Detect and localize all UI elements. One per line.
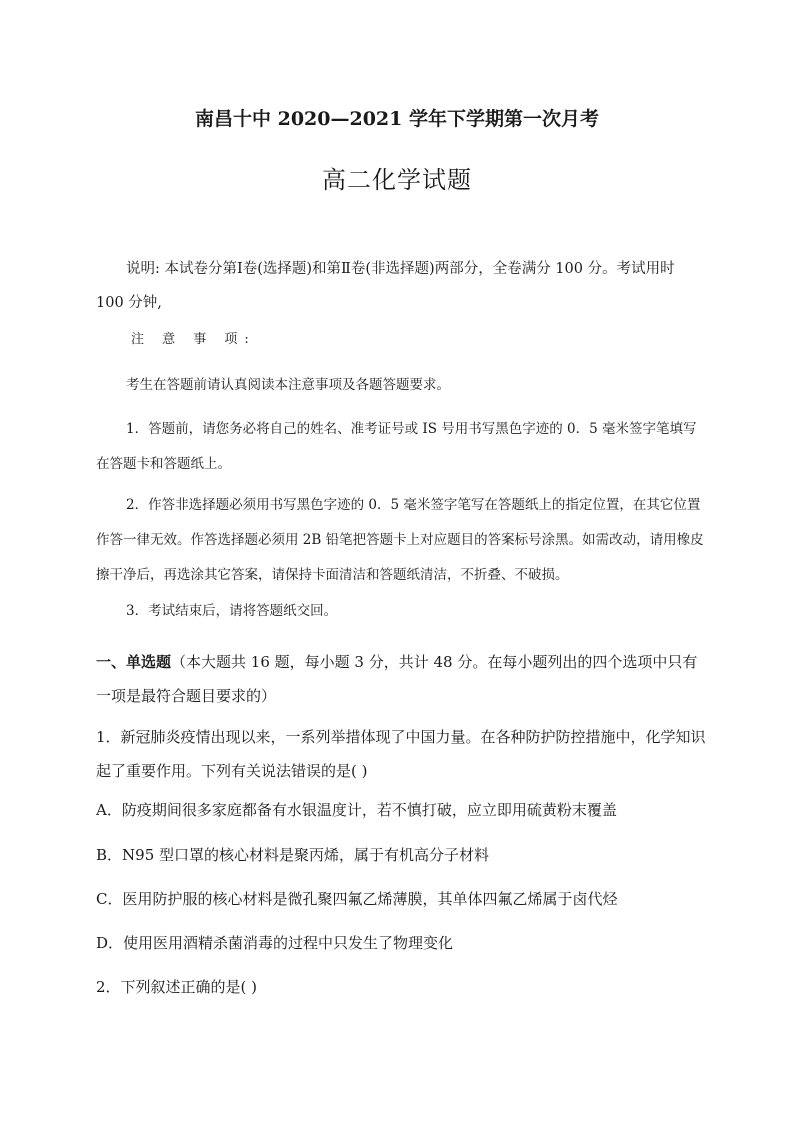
question-1-stem: 1．新冠肺炎疫情出现以来，一系列举措体现了中国力量。在各种防护防控措施中，化学知识起了重要作用。下列有关说法错误的是( ) bbox=[96, 728, 706, 780]
exam-title: 南昌十中 2020—2021 学年下学期第一次月考 bbox=[195, 108, 599, 130]
section-detail: （本大题共 16 题，每小题 3 分，共计 48 分。在每小题列出的四个选项中只有一项是最符合题目要求的） bbox=[96, 653, 698, 705]
notice-rule-1: 1．答题前，请您务必将自己的姓名、准考证号或 IS 号用书写黑色字迹的 0．5 毫米签字笔填写在答题卡和答题纸上。 bbox=[96, 421, 697, 472]
notice-rule-2: 2．作答非选择题必须用书写黑色字迹的 0．5 毫米签字笔写在答题纸上的指定位置，在其它位置作答一律无效。作答选择题必须用 2B 铅笔把答题卡上对应题目的答案标号涂黑。如需改动，请用橡皮擦干净后，再选涂其它答案，请保持卡面清洁和答题纸清洁，不折叠、不破损。 bbox=[96, 497, 704, 583]
question-1-option-d: D．使用医用酒精杀菌消毒的过程中只发生了物理变化 bbox=[96, 934, 454, 952]
section-label: 一、单选题 bbox=[96, 653, 172, 671]
notice-rule-3: 3．考试结束后，请将答题纸交回。 bbox=[126, 603, 338, 619]
notice-lead: 考生在答题前请认真阅读本注意事项及各题答题要求。 bbox=[126, 377, 450, 393]
question-1-option-c: C．医用防护服的核心材料是微孔聚四氟乙烯薄膜，其单体四氟乙烯属于卤代烃 bbox=[96, 890, 618, 908]
section-heading bbox=[96, 645, 706, 713]
question-2-stem: 2．下列叙述正确的是( ) bbox=[96, 978, 258, 996]
question-1-option-b: B．N95 型口罩的核心材料是聚丙烯，属于有机高分子材料 bbox=[96, 846, 490, 864]
exam-subject-title: 高二化学试题 bbox=[322, 166, 472, 194]
notice-heading: 注 意 事 项: bbox=[131, 332, 256, 347]
question-1-option-a: A．防疫期间很多家庭都备有水银温度计，若不慎打破，应立即用硫黄粉末覆盖 bbox=[96, 801, 617, 819]
exam-description: 说明: 本试卷分第Ⅰ卷(选择题)和第Ⅱ卷(非选择题)两部分，全卷满分 100 分。考试用时 100 分钟, bbox=[96, 261, 675, 311]
